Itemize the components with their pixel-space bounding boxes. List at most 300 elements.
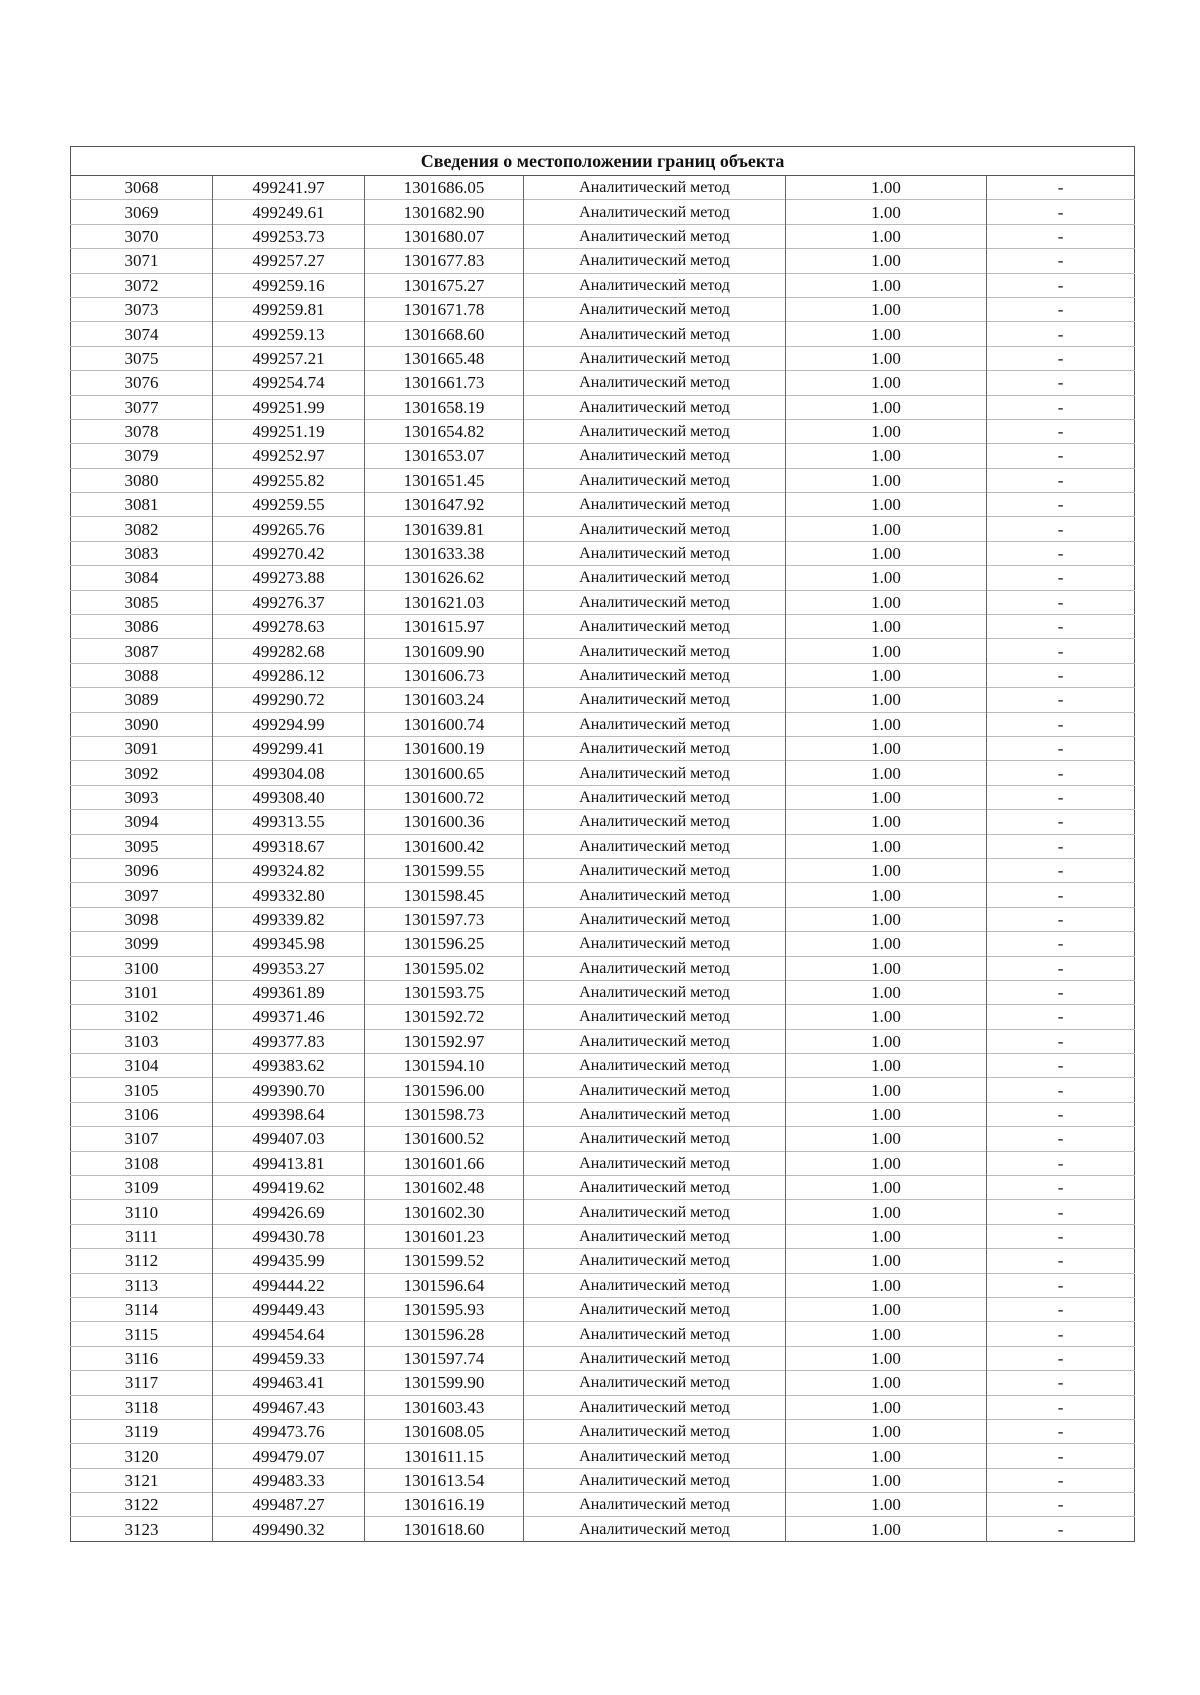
table-row [71, 1273, 1135, 1297]
description-cell: - [987, 322, 1135, 346]
point-number-cell: 3110 [124, 1202, 159, 1222]
table-row [71, 395, 1135, 419]
method-cell: Аналитический метод [524, 785, 786, 809]
description-cell: - [987, 883, 1135, 907]
x-coordinate-cell: 499361.89 [213, 980, 365, 1004]
point-number-cell: 3107 [124, 1129, 159, 1149]
description-cell: - [987, 346, 1135, 370]
point-number-cell: 3078 [124, 422, 159, 442]
description-cell: - [987, 1346, 1135, 1370]
method-cell: Аналитический метод [524, 224, 786, 248]
x-coordinate-cell: 499490.32 [213, 1517, 365, 1541]
method-cell: Аналитический метод [524, 200, 786, 224]
point-number-cell: 3106 [124, 1105, 159, 1125]
y-coordinate-cell: 1301621.03 [365, 590, 524, 614]
y-coordinate-cell: 1301626.62 [365, 566, 524, 590]
description-cell: - [987, 858, 1135, 882]
x-coordinate-cell: 499398.64 [213, 1102, 365, 1126]
x-coordinate-cell: 499276.37 [213, 590, 365, 614]
method-cell: Аналитический метод [524, 615, 786, 639]
point-number-cell: 3072 [124, 275, 159, 295]
x-coordinate-cell: 499339.82 [213, 907, 365, 931]
accuracy-cell: 1.00 [786, 1371, 987, 1395]
point-number-cell: 3070 [124, 226, 159, 246]
description-cell: - [987, 956, 1135, 980]
point-number-cell: 3073 [124, 300, 159, 320]
accuracy-cell: 1.00 [786, 785, 987, 809]
y-coordinate-cell: 1301616.19 [365, 1493, 524, 1517]
accuracy-cell: 1.00 [786, 541, 987, 565]
x-coordinate-cell: 499459.33 [213, 1346, 365, 1370]
accuracy-cell: 1.00 [786, 1517, 987, 1541]
accuracy-cell: 1.00 [786, 883, 987, 907]
x-coordinate-cell: 499299.41 [213, 736, 365, 760]
method-cell: Аналитический метод [524, 1371, 786, 1395]
description-cell: - [987, 932, 1135, 956]
y-coordinate-cell: 1301596.00 [365, 1078, 524, 1102]
method-cell: Аналитический метод [524, 419, 786, 443]
method-cell: Аналитический метод [524, 663, 786, 687]
x-coordinate-cell: 499444.22 [213, 1273, 365, 1297]
x-coordinate-cell: 499407.03 [213, 1127, 365, 1151]
description-cell: - [987, 1444, 1135, 1468]
accuracy-cell: 1.00 [786, 249, 987, 273]
x-coordinate-cell: 499324.82 [213, 858, 365, 882]
accuracy-cell: 1.00 [786, 639, 987, 663]
accuracy-cell: 1.00 [786, 1493, 987, 1517]
table-row [71, 956, 1135, 980]
y-coordinate-cell: 1301633.38 [365, 541, 524, 565]
x-coordinate-cell: 499259.55 [213, 493, 365, 517]
x-coordinate-cell: 499255.82 [213, 468, 365, 492]
description-cell: - [987, 1322, 1135, 1346]
table-row [71, 1200, 1135, 1224]
method-cell: Аналитический метод [524, 517, 786, 541]
x-coordinate-cell: 499487.27 [213, 1493, 365, 1517]
method-cell: Аналитический метод [524, 322, 786, 346]
y-coordinate-cell: 1301603.24 [365, 688, 524, 712]
y-coordinate-cell: 1301675.27 [365, 273, 524, 297]
accuracy-cell: 1.00 [786, 1102, 987, 1126]
x-coordinate-cell: 499449.43 [213, 1297, 365, 1321]
table-row [71, 1517, 1135, 1541]
y-coordinate-cell: 1301668.60 [365, 322, 524, 346]
description-cell: - [987, 834, 1135, 858]
x-coordinate-cell: 499473.76 [213, 1419, 365, 1443]
point-number-cell: 3122 [124, 1495, 159, 1515]
x-coordinate-cell: 499241.97 [213, 176, 365, 200]
accuracy-cell: 1.00 [786, 712, 987, 736]
x-coordinate-cell: 499413.81 [213, 1151, 365, 1175]
method-cell: Аналитический метод [524, 176, 786, 200]
method-cell: Аналитический метод [524, 761, 786, 785]
accuracy-cell: 1.00 [786, 1395, 987, 1419]
x-coordinate-cell: 499273.88 [213, 566, 365, 590]
y-coordinate-cell: 1301654.82 [365, 419, 524, 443]
accuracy-cell: 1.00 [786, 444, 987, 468]
accuracy-cell: 1.00 [786, 1151, 987, 1175]
y-coordinate-cell: 1301671.78 [365, 297, 524, 321]
y-coordinate-cell: 1301639.81 [365, 517, 524, 541]
y-coordinate-cell: 1301651.45 [365, 468, 524, 492]
x-coordinate-cell: 499332.80 [213, 883, 365, 907]
accuracy-cell: 1.00 [786, 517, 987, 541]
table-row [71, 1005, 1135, 1029]
y-coordinate-cell: 1301595.93 [365, 1297, 524, 1321]
y-coordinate-cell: 1301598.45 [365, 883, 524, 907]
accuracy-cell: 1.00 [786, 493, 987, 517]
y-coordinate-cell: 1301658.19 [365, 395, 524, 419]
point-number-cell: 3085 [124, 592, 159, 612]
method-cell: Аналитический метод [524, 566, 786, 590]
y-coordinate-cell: 1301682.90 [365, 200, 524, 224]
y-coordinate-cell: 1301600.42 [365, 834, 524, 858]
table-title-row [71, 147, 1135, 176]
x-coordinate-cell: 499249.61 [213, 200, 365, 224]
method-cell: Аналитический метод [524, 1444, 786, 1468]
accuracy-cell: 1.00 [786, 395, 987, 419]
table-row [71, 200, 1135, 224]
description-cell: - [987, 468, 1135, 492]
table-row [71, 932, 1135, 956]
accuracy-cell: 1.00 [786, 566, 987, 590]
accuracy-cell: 1.00 [786, 761, 987, 785]
x-coordinate-cell: 499259.81 [213, 297, 365, 321]
accuracy-cell: 1.00 [786, 322, 987, 346]
description-cell: - [987, 810, 1135, 834]
table-row [71, 785, 1135, 809]
table-row [71, 468, 1135, 492]
x-coordinate-cell: 499251.99 [213, 395, 365, 419]
table-row [71, 907, 1135, 931]
accuracy-cell: 1.00 [786, 1297, 987, 1321]
y-coordinate-cell: 1301596.28 [365, 1322, 524, 1346]
point-number-cell: 3105 [124, 1080, 159, 1100]
method-cell: Аналитический метод [524, 249, 786, 273]
point-number-cell: 3111 [125, 1226, 158, 1246]
description-cell: - [987, 493, 1135, 517]
method-cell: Аналитический метод [524, 541, 786, 565]
point-number-cell: 3069 [124, 202, 159, 222]
y-coordinate-cell: 1301677.83 [365, 249, 524, 273]
table-row [71, 1493, 1135, 1517]
y-coordinate-cell: 1301596.64 [365, 1273, 524, 1297]
method-cell: Аналитический метод [524, 1468, 786, 1492]
method-cell: Аналитический метод [524, 1517, 786, 1541]
accuracy-cell: 1.00 [786, 1322, 987, 1346]
point-number-cell: 3119 [124, 1422, 159, 1442]
x-coordinate-cell: 499254.74 [213, 371, 365, 395]
x-coordinate-cell: 499479.07 [213, 1444, 365, 1468]
description-cell: - [987, 1273, 1135, 1297]
description-cell: - [987, 1249, 1135, 1273]
table-row [71, 1102, 1135, 1126]
description-cell: - [987, 395, 1135, 419]
description-cell: - [987, 517, 1135, 541]
table-body [71, 176, 1135, 1542]
accuracy-cell: 1.00 [786, 810, 987, 834]
method-cell: Аналитический метод [524, 273, 786, 297]
y-coordinate-cell: 1301615.97 [365, 615, 524, 639]
method-cell: Аналитический метод [524, 1419, 786, 1443]
description-cell: - [987, 590, 1135, 614]
method-cell: Аналитический метод [524, 980, 786, 1004]
table-row [71, 1249, 1135, 1273]
accuracy-cell: 1.00 [786, 1346, 987, 1370]
method-cell: Аналитический метод [524, 1346, 786, 1370]
table-row [71, 493, 1135, 517]
y-coordinate-cell: 1301592.72 [365, 1005, 524, 1029]
point-number-cell: 3108 [124, 1153, 159, 1173]
description-cell: - [987, 1054, 1135, 1078]
boundary-table [70, 146, 1135, 1542]
point-number-cell: 3086 [124, 617, 159, 637]
x-coordinate-cell: 499430.78 [213, 1224, 365, 1248]
point-number-cell: 3081 [124, 495, 159, 515]
y-coordinate-cell: 1301600.19 [365, 736, 524, 760]
table-row [71, 419, 1135, 443]
description-cell: - [987, 200, 1135, 224]
point-number-cell: 3096 [124, 861, 159, 881]
description-cell: - [987, 1297, 1135, 1321]
y-coordinate-cell: 1301680.07 [365, 224, 524, 248]
method-cell: Аналитический метод [524, 395, 786, 419]
table-row [71, 346, 1135, 370]
point-number-cell: 3080 [124, 470, 159, 490]
method-cell: Аналитический метод [524, 297, 786, 321]
x-coordinate-cell: 499259.13 [213, 322, 365, 346]
table-row [71, 1078, 1135, 1102]
method-cell: Аналитический метод [524, 1151, 786, 1175]
point-number-cell: 3094 [124, 812, 159, 832]
table-row [71, 224, 1135, 248]
x-coordinate-cell: 499345.98 [213, 932, 365, 956]
x-coordinate-cell: 499252.97 [213, 444, 365, 468]
description-cell: - [987, 1517, 1135, 1541]
point-number-cell: 3099 [124, 934, 159, 954]
point-number-cell: 3112 [124, 1251, 159, 1271]
method-cell: Аналитический метод [524, 688, 786, 712]
description-cell: - [987, 663, 1135, 687]
point-number-cell: 3074 [124, 324, 159, 344]
x-coordinate-cell: 499278.63 [213, 615, 365, 639]
method-cell: Аналитический метод [524, 1200, 786, 1224]
accuracy-cell: 1.00 [786, 1224, 987, 1248]
point-number-cell: 3116 [124, 1348, 159, 1368]
table-row [71, 761, 1135, 785]
table-row [71, 712, 1135, 736]
table-row [71, 322, 1135, 346]
description-cell: - [987, 371, 1135, 395]
method-cell: Аналитический метод [524, 736, 786, 760]
y-coordinate-cell: 1301665.48 [365, 346, 524, 370]
point-number-cell: 3109 [124, 1178, 159, 1198]
description-cell: - [987, 688, 1135, 712]
method-cell: Аналитический метод [524, 883, 786, 907]
x-coordinate-cell: 499270.42 [213, 541, 365, 565]
table-row [71, 980, 1135, 1004]
method-cell: Аналитический метод [524, 1249, 786, 1273]
accuracy-cell: 1.00 [786, 688, 987, 712]
point-number-cell: 3098 [124, 909, 159, 929]
table-row [71, 1419, 1135, 1443]
point-number-cell: 3097 [124, 885, 159, 905]
point-number-cell: 3113 [124, 1275, 159, 1295]
method-cell: Аналитический метод [524, 1176, 786, 1200]
y-coordinate-cell: 1301686.05 [365, 176, 524, 200]
point-number-cell: 3091 [124, 739, 159, 759]
y-coordinate-cell: 1301606.73 [365, 663, 524, 687]
y-coordinate-cell: 1301592.97 [365, 1029, 524, 1053]
table-row [71, 249, 1135, 273]
point-number-cell: 3102 [124, 1007, 159, 1027]
method-cell: Аналитический метод [524, 834, 786, 858]
method-cell: Аналитический метод [524, 1078, 786, 1102]
accuracy-cell: 1.00 [786, 932, 987, 956]
y-coordinate-cell: 1301601.66 [365, 1151, 524, 1175]
method-cell: Аналитический метод [524, 907, 786, 931]
accuracy-cell: 1.00 [786, 1078, 987, 1102]
table-row [71, 1371, 1135, 1395]
accuracy-cell: 1.00 [786, 736, 987, 760]
x-coordinate-cell: 499383.62 [213, 1054, 365, 1078]
accuracy-cell: 1.00 [786, 907, 987, 931]
table-row [71, 736, 1135, 760]
point-number-cell: 3083 [124, 544, 159, 564]
y-coordinate-cell: 1301608.05 [365, 1419, 524, 1443]
method-cell: Аналитический метод [524, 371, 786, 395]
accuracy-cell: 1.00 [786, 1273, 987, 1297]
y-coordinate-cell: 1301647.92 [365, 493, 524, 517]
table-row [71, 1444, 1135, 1468]
x-coordinate-cell: 499257.21 [213, 346, 365, 370]
y-coordinate-cell: 1301593.75 [365, 980, 524, 1004]
method-cell: Аналитический метод [524, 1224, 786, 1248]
method-cell: Аналитический метод [524, 712, 786, 736]
table-row [71, 1127, 1135, 1151]
method-cell: Аналитический метод [524, 858, 786, 882]
point-number-cell: 3092 [124, 763, 159, 783]
point-number-cell: 3117 [124, 1373, 159, 1393]
method-cell: Аналитический метод [524, 1322, 786, 1346]
accuracy-cell: 1.00 [786, 419, 987, 443]
table-row [71, 1297, 1135, 1321]
description-cell: - [987, 224, 1135, 248]
description-cell: - [987, 639, 1135, 663]
y-coordinate-cell: 1301613.54 [365, 1468, 524, 1492]
description-cell: - [987, 1468, 1135, 1492]
x-coordinate-cell: 499318.67 [213, 834, 365, 858]
description-cell: - [987, 785, 1135, 809]
method-cell: Аналитический метод [524, 956, 786, 980]
table-row [71, 1468, 1135, 1492]
y-coordinate-cell: 1301595.02 [365, 956, 524, 980]
point-number-cell: 3077 [124, 397, 159, 417]
y-coordinate-cell: 1301597.74 [365, 1346, 524, 1370]
accuracy-cell: 1.00 [786, 346, 987, 370]
y-coordinate-cell: 1301600.52 [365, 1127, 524, 1151]
accuracy-cell: 1.00 [786, 663, 987, 687]
accuracy-cell: 1.00 [786, 1176, 987, 1200]
description-cell: - [987, 1102, 1135, 1126]
y-coordinate-cell: 1301599.55 [365, 858, 524, 882]
table-row [71, 663, 1135, 687]
x-coordinate-cell: 499294.99 [213, 712, 365, 736]
point-number-cell: 3093 [124, 787, 159, 807]
method-cell: Аналитический метод [524, 590, 786, 614]
table-row [71, 883, 1135, 907]
point-number-cell: 3101 [124, 983, 159, 1003]
description-cell: - [987, 907, 1135, 931]
accuracy-cell: 1.00 [786, 371, 987, 395]
table-row [71, 1176, 1135, 1200]
accuracy-cell: 1.00 [786, 176, 987, 200]
y-coordinate-cell: 1301598.73 [365, 1102, 524, 1126]
accuracy-cell: 1.00 [786, 1029, 987, 1053]
table-row [71, 444, 1135, 468]
point-number-cell: 3076 [124, 373, 159, 393]
accuracy-cell: 1.00 [786, 615, 987, 639]
method-cell: Аналитический метод [524, 1102, 786, 1126]
accuracy-cell: 1.00 [786, 1200, 987, 1224]
table-row [71, 1322, 1135, 1346]
y-coordinate-cell: 1301596.25 [365, 932, 524, 956]
method-cell: Аналитический метод [524, 1395, 786, 1419]
description-cell: - [987, 566, 1135, 590]
method-cell: Аналитический метод [524, 932, 786, 956]
description-cell: - [987, 1127, 1135, 1151]
method-cell: Аналитический метод [524, 346, 786, 370]
description-cell: - [987, 980, 1135, 1004]
y-coordinate-cell: 1301599.52 [365, 1249, 524, 1273]
method-cell: Аналитический метод [524, 1127, 786, 1151]
description-cell: - [987, 273, 1135, 297]
x-coordinate-cell: 499265.76 [213, 517, 365, 541]
x-coordinate-cell: 499259.16 [213, 273, 365, 297]
method-cell: Аналитический метод [524, 1029, 786, 1053]
description-cell: - [987, 1151, 1135, 1175]
y-coordinate-cell: 1301603.43 [365, 1395, 524, 1419]
x-coordinate-cell: 499454.64 [213, 1322, 365, 1346]
x-coordinate-cell: 499286.12 [213, 663, 365, 687]
method-cell: Аналитический метод [524, 810, 786, 834]
table-row [71, 1395, 1135, 1419]
accuracy-cell: 1.00 [786, 1005, 987, 1029]
table-row [71, 1054, 1135, 1078]
accuracy-cell: 1.00 [786, 1444, 987, 1468]
x-coordinate-cell: 499253.73 [213, 224, 365, 248]
point-number-cell: 3068 [124, 178, 159, 198]
point-number-cell: 3123 [124, 1519, 159, 1539]
description-cell: - [987, 1493, 1135, 1517]
point-number-cell: 3115 [124, 1324, 159, 1344]
table-row [71, 1346, 1135, 1370]
table-row [71, 810, 1135, 834]
y-coordinate-cell: 1301661.73 [365, 371, 524, 395]
accuracy-cell: 1.00 [786, 200, 987, 224]
description-cell: - [987, 761, 1135, 785]
point-number-cell: 3100 [124, 958, 159, 978]
description-cell: - [987, 1224, 1135, 1248]
description-cell: - [987, 419, 1135, 443]
x-coordinate-cell: 499463.41 [213, 1371, 365, 1395]
y-coordinate-cell: 1301599.90 [365, 1371, 524, 1395]
accuracy-cell: 1.00 [786, 224, 987, 248]
point-number-cell: 3087 [124, 641, 159, 661]
point-number-cell: 3118 [124, 1397, 159, 1417]
description-cell: - [987, 1176, 1135, 1200]
x-coordinate-cell: 499435.99 [213, 1249, 365, 1273]
